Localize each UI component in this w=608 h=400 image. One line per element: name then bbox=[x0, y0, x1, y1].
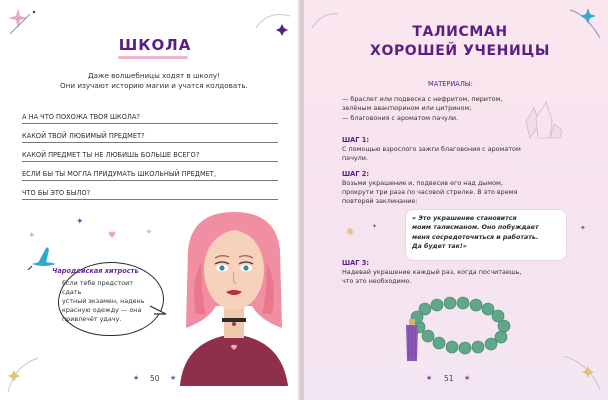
tip-line: устный экзамен, надень bbox=[62, 297, 145, 305]
spell-line: меня сосредоточиться и работать. bbox=[412, 233, 539, 241]
title-underline bbox=[118, 56, 188, 59]
step-line: прокрути три раза по часовой стрелке. В это время bbox=[342, 188, 518, 196]
step-line: Надевай украшение каждый раз, когда посчитаешь, bbox=[342, 268, 522, 276]
spell-line: Да будет так!» bbox=[412, 242, 467, 250]
girl-illustration bbox=[170, 210, 300, 386]
step-line: пачули. bbox=[342, 154, 368, 162]
spell-box bbox=[406, 210, 566, 260]
title-line: ТАЛИСМАН bbox=[412, 24, 508, 40]
step-line: С помощью взрослого зажги благовония с ароматом bbox=[342, 145, 521, 153]
spell-text bbox=[412, 214, 560, 251]
question-line: КАКОЙ ТВОЙ ЛЮБИМЫЙ ПРЕДМЕТ? bbox=[22, 128, 278, 143]
star-icon: ✦ bbox=[580, 224, 586, 232]
page-title bbox=[360, 23, 560, 61]
materials-title: МАТЕРИАЛЫ: bbox=[428, 80, 473, 88]
tip-line: красную одежду — она bbox=[62, 306, 142, 314]
step-text bbox=[342, 179, 574, 206]
star-icon: ★ bbox=[170, 374, 177, 382]
sparkle-icon: ✧ bbox=[146, 228, 152, 236]
tip-line: Если тебе предстоит сдать bbox=[62, 279, 133, 296]
bottom-left-swirl-ornament bbox=[4, 352, 44, 396]
star-icon: ✦ bbox=[28, 231, 36, 241]
page-number: 51 bbox=[444, 374, 454, 383]
spell-line: моим талисманом. Оно побуждает bbox=[412, 224, 539, 232]
question-line: А НА ЧТО ПОХОЖА ТВОЯ ШКОЛА? bbox=[22, 109, 278, 124]
top-right-corner-ornament bbox=[566, 4, 604, 44]
step-line: повторяй заклинание: bbox=[342, 197, 418, 205]
question-line: ЧТО БЫ ЭТО БЫЛО? bbox=[22, 185, 278, 200]
jade-bracelet-icon bbox=[395, 295, 535, 371]
step-title: ШАГ 1: bbox=[342, 136, 369, 144]
material-line: — браслет или подвеска с нефритом, пиритом, bbox=[342, 95, 503, 103]
page-number: 50 bbox=[150, 374, 160, 383]
bottom-right-swirl-ornament bbox=[560, 350, 604, 394]
title-line: ХОРОШЕЙ УЧЕНИЦЫ bbox=[370, 43, 550, 59]
star-icon: ★ bbox=[426, 374, 433, 382]
star-icon: ★ bbox=[133, 374, 140, 382]
tip-text bbox=[62, 279, 152, 324]
question-line: КАКОЙ ПРЕДМЕТ ТЫ НЕ ЛЮБИШЬ БОЛЬШЕ ВСЕГО? bbox=[22, 147, 278, 162]
page-title: ШКОЛА bbox=[118, 36, 192, 54]
step-line: что это необходимо. bbox=[342, 277, 412, 285]
question-line: ЕСЛИ БЫ ТЫ МОГЛА ПРИДУМАТЬ ШКОЛЬНЫЙ ПРЕДМЕТ, bbox=[22, 166, 278, 181]
step-line: Возьми украшение и, подвесив его над дымом, bbox=[342, 179, 503, 187]
intro-line: Даже волшебницы ходят в школу! bbox=[87, 71, 221, 80]
tip-title: Чародейская хитрость bbox=[52, 267, 139, 275]
heart-icon: ♥ bbox=[108, 231, 117, 241]
step-title: ШАГ 3: bbox=[342, 259, 369, 267]
top-right-swirl-ornament bbox=[254, 8, 294, 38]
intro-text bbox=[60, 71, 248, 91]
star-icon: ★ bbox=[464, 374, 471, 382]
step-title: ШАГ 2: bbox=[342, 170, 369, 178]
material-line: зелёным авантюрином или цитрином; bbox=[342, 104, 472, 112]
intro-line: Они изучают историю магии и учатся колдовать. bbox=[60, 81, 248, 90]
tip-line: привлечёт удачу. bbox=[62, 315, 122, 323]
star-icon: ✦ bbox=[76, 217, 84, 227]
step-text bbox=[342, 268, 574, 286]
spell-line: « Это украшение становится bbox=[412, 215, 517, 222]
top-left-star-ornament bbox=[4, 4, 44, 44]
speech-bubble-tail bbox=[150, 300, 170, 320]
material-line: — благовония с ароматом пачули. bbox=[342, 114, 459, 122]
step-text bbox=[342, 145, 574, 163]
star-icon: ✦ bbox=[372, 223, 378, 230]
top-left-corner-ornament bbox=[310, 8, 340, 32]
crystal-icon bbox=[522, 100, 566, 140]
sparkle-icon: ✺ bbox=[346, 227, 355, 238]
